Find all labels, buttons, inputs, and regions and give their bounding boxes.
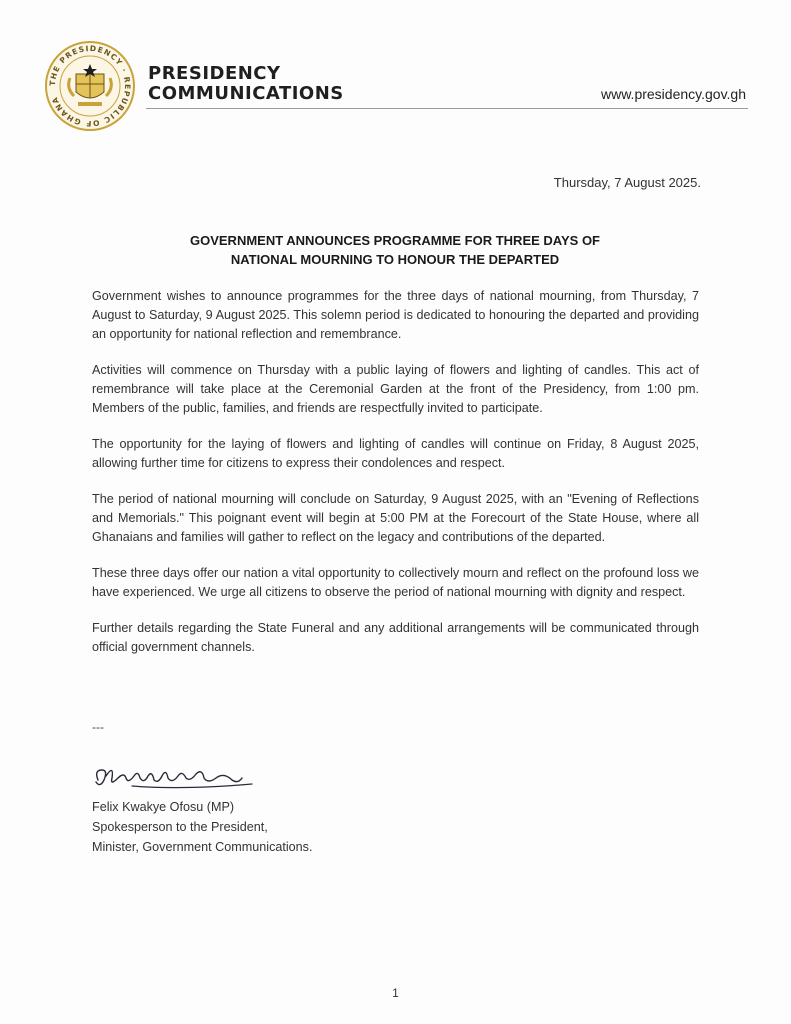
signer-role-1: Spokesperson to the President, [92,820,268,834]
paragraph: These three days offer our nation a vital opportunity to collectively mourn and reflect on the profound loss we have experienced. We urge all citizens to observe the period of national mourning with dignity and respect. [92,566,699,599]
letterhead [44,40,750,135]
seal-text: THE PRESIDENCY · REPUBLIC OF GHANA [47,43,133,129]
brand-line-2: COMMUNICATIONS [148,83,344,104]
title-line-2: NATIONAL MOURNING TO HONOUR THE DEPARTED [230,252,560,267]
separator: --- [92,720,104,734]
document-date: Thursday, 7 August 2025. [553,175,701,190]
paragraph: The opportunity for the laying of flowers and lighting of candles will continue on Friday, 8 August 2025, allowing further time for citizens to express their condolences and respect. [92,437,699,470]
signer-role-2: Minister, Government Communications. [92,840,313,854]
website-link[interactable]: www.presidency.gov.gh [601,86,746,102]
header-divider [146,108,748,109]
brand-line-1: PRESIDENCY [148,63,281,84]
paragraph: The period of national mourning will conclude on Saturday, 9 August 2025, with an "Evening of Reflections and Memorials." This poignant event will begin at 5:00 PM at the Forecourt of the State House, where all Ghanaians and families will gather to reflect on the legacy and contributions of the departed. [92,492,699,544]
page-number: 1 [392,986,399,1000]
paragraph: Further details regarding the State Funeral and any additional arrangements will be communicated through official government channels. [92,621,699,654]
signer-block [92,797,312,857]
brand-title [148,64,344,104]
paragraph: Activities will commence on Thursday with a public laying of flowers and lighting of candles. This act of remembrance will take place at the Ceremonial Garden at the front of the Presidency, from 1:00 pm. Members of the public, families, and friends are respectfully invited to participate. [92,363,699,415]
presidency-seal-icon [44,40,136,132]
document-body [92,287,699,674]
paragraph: Government wishes to announce programmes for the three days of national mourning, from Thursday, 7 August to Saturday, 9 August 2025. This solemn period is dedicated to honouring the departed and providing an opportunity for national reflection and remembrance. [92,289,699,341]
signer-name: Felix Kwakye Ofosu (MP) [92,800,235,814]
title-line-1: GOVERNMENT ANNOUNCES PROGRAMME FOR THREE DAYS OF [189,233,600,248]
handwritten-signature [92,758,262,794]
document-title [90,231,700,269]
